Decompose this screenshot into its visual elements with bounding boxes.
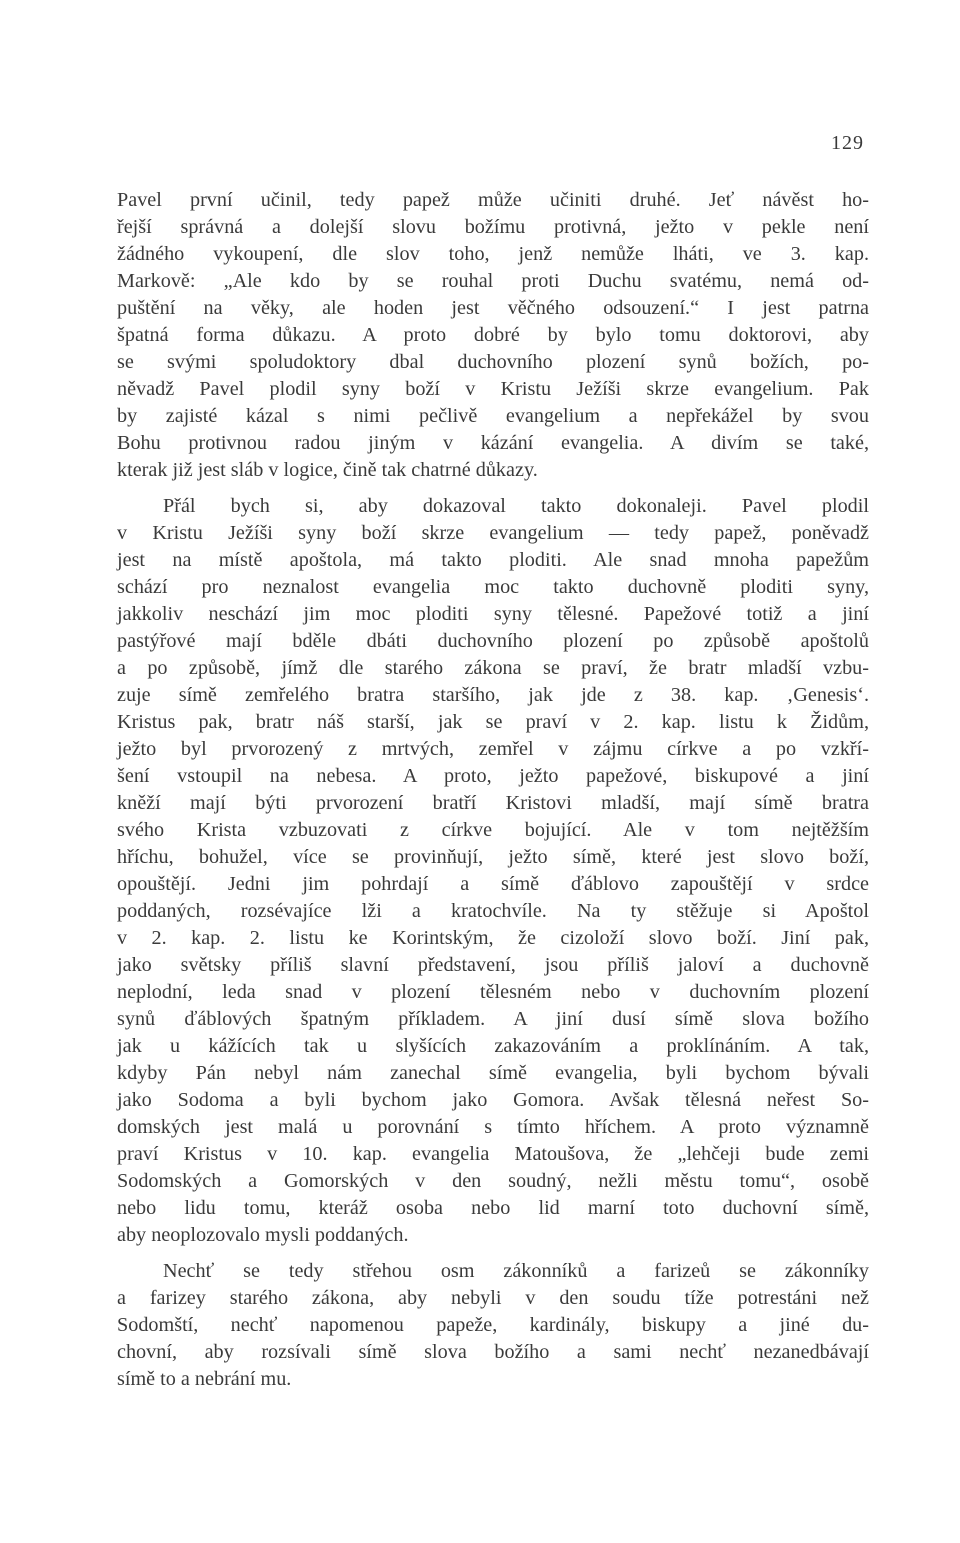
paragraph	[117, 187, 869, 484]
text-line: Sodomští, nechť napomenou papeže, kardinály, biskupy a jiné du-	[117, 1314, 869, 1336]
text-line: ježto byl prvorozený z mrtvých, zemřel v zájmu církve a po vzkří-	[117, 738, 869, 760]
text-line: řejší správná a dolejší slovu božímu protivná, ježto v pekle není	[117, 216, 869, 238]
paragraph	[117, 493, 869, 1249]
text-line: žádného vykoupení, dle slov toho, jenž nemůže lháti, ve 3. kap.	[117, 243, 869, 265]
text-line: praví Kristus v 10. kap. evangelia Matoušova, že „lehčeji bude zemi	[117, 1143, 869, 1165]
text-line: by zajisté kázal s nimi pečlivě evangelium a nepřekážel by svou	[117, 405, 869, 427]
text-line: Sodomských a Gomorských v den soudný, nežli městu tomu“, osobě	[117, 1170, 869, 1192]
text-line: pastýřové mají bděle dbáti duchovního plození po způsobě apoštolů	[117, 630, 869, 652]
text-line: zuje símě zemřelého bratra staršího, jak jde z 38. kap. ‚Genesis‘.	[117, 684, 869, 706]
text-line: Markově: „Ale kdo by se rouhal proti Duchu svatému, nemá od-	[117, 270, 869, 292]
text-line: v Kristu Ježíši syny boží skrze evangelium — tedy papež, poněvadž	[117, 522, 869, 544]
text-line: jakkoliv neschází jim moc ploditi syny tělesné. Papežové totiž a jiní	[117, 603, 869, 625]
text-line: Přál bych si, aby dokazoval takto dokonaleji. Pavel plodil	[163, 495, 869, 517]
text-line: v 2. kap. 2. listu ke Korintským, že cizoloží slovo boží. Jiní pak,	[117, 927, 869, 949]
text-line: domských jest malá u porovnání s tímto hříchem. A proto významně	[117, 1116, 869, 1138]
text-line: chovní, aby rozsívali símě slova božího a sami nechť nezanedbávají	[117, 1341, 869, 1363]
text-line: svého Krista vzbuzovati z církve bojující. Ale v tom nejtěžším	[117, 819, 869, 841]
paragraph-gap	[117, 1249, 869, 1258]
body-text	[117, 187, 869, 1393]
text-line: špatná forma důkazu. A proto dobré by bylo tomu doktorovi, aby	[117, 324, 869, 346]
text-line: Kristus pak, bratr náš starší, jak se praví v 2. kap. listu k Židům,	[117, 711, 869, 733]
text-line: neplodní, leda snad v plození tělesném nebo v duchovním plození	[117, 981, 869, 1003]
paragraph	[117, 1258, 869, 1393]
text-line: a po způsobě, jímž dle starého zákona se praví, že bratr mladší vzbu-	[117, 657, 869, 679]
text-line: šení vstoupil na nebesa. A proto, ježto papežové, biskupové a jiní	[117, 765, 869, 787]
text-line: jako světsky příliš slavní představení, jsou příliš jaloví a duchovně	[117, 954, 869, 976]
text-line: kterak již jest sláb v logice, čině tak chatrné důkazy.	[117, 459, 538, 481]
text-line: jako Sodoma a byli bychom jako Gomora. Avšak tělesná neřest So-	[117, 1089, 869, 1111]
paragraph-gap	[117, 484, 869, 493]
text-line: Nechť se tedy střehou osm zákonníků a farizeů se zákonníky	[163, 1260, 869, 1282]
text-line: se svými spoludoktory dbal duchovního plození synů božích, po-	[117, 351, 869, 373]
text-line: Bohu protivnou radou jiným v kázání evangelia. A divím se také,	[117, 432, 869, 454]
text-line: hříchu, bohužel, více se provinňují, ježto símě, které jest slovo boží,	[117, 846, 869, 868]
text-line: aby neoplozovalo mysli poddaných.	[117, 1224, 409, 1246]
page-number: 129	[831, 132, 864, 154]
text-line: něvadž Pavel plodil syny boží v Kristu Ježíši skrze evangelium. Pak	[117, 378, 869, 400]
text-line: jak u kážících tak u slyšících zakazováním a proklínáním. A tak,	[117, 1035, 869, 1057]
text-line: kdyby Pán nebyl nám zanechal símě evangelia, byli bychom bývali	[117, 1062, 869, 1084]
text-line: synů ďáblových špatným příkladem. A jiní dusí símě slova božího	[117, 1008, 869, 1030]
text-line: jest na místě apoštola, má takto ploditi. Ale snad mnoha papežům	[117, 549, 869, 571]
text-line: nebo lidu tomu, kteráž osoba nebo lid marní toto duchovní símě,	[117, 1197, 869, 1219]
text-line: símě to a nebrání mu.	[117, 1368, 292, 1390]
text-line: opouštějí. Jedni jim pohrdají a símě ďáblovo zapouštějí v srdce	[117, 873, 869, 895]
text-line: a farizey starého zákona, aby nebyli v den soudu tíže potrestáni než	[117, 1287, 869, 1309]
text-line: kněží mají býti prvorození bratří Kristovi mladší, mají símě bratra	[117, 792, 869, 814]
text-line: schází pro neznalost evangelia moc takto duchovně ploditi syny,	[117, 576, 869, 598]
text-line: poddaných, rozsévajíce lži a kratochvíle. Na ty stěžuje si Apoštol	[117, 900, 869, 922]
text-line: puštění na věky, ale hoden jest věčného odsouzení.“ I jest patrna	[117, 297, 869, 319]
text-line: Pavel první učinil, tedy papež může učiniti druhé. Jeť návěst ho-	[117, 189, 869, 211]
